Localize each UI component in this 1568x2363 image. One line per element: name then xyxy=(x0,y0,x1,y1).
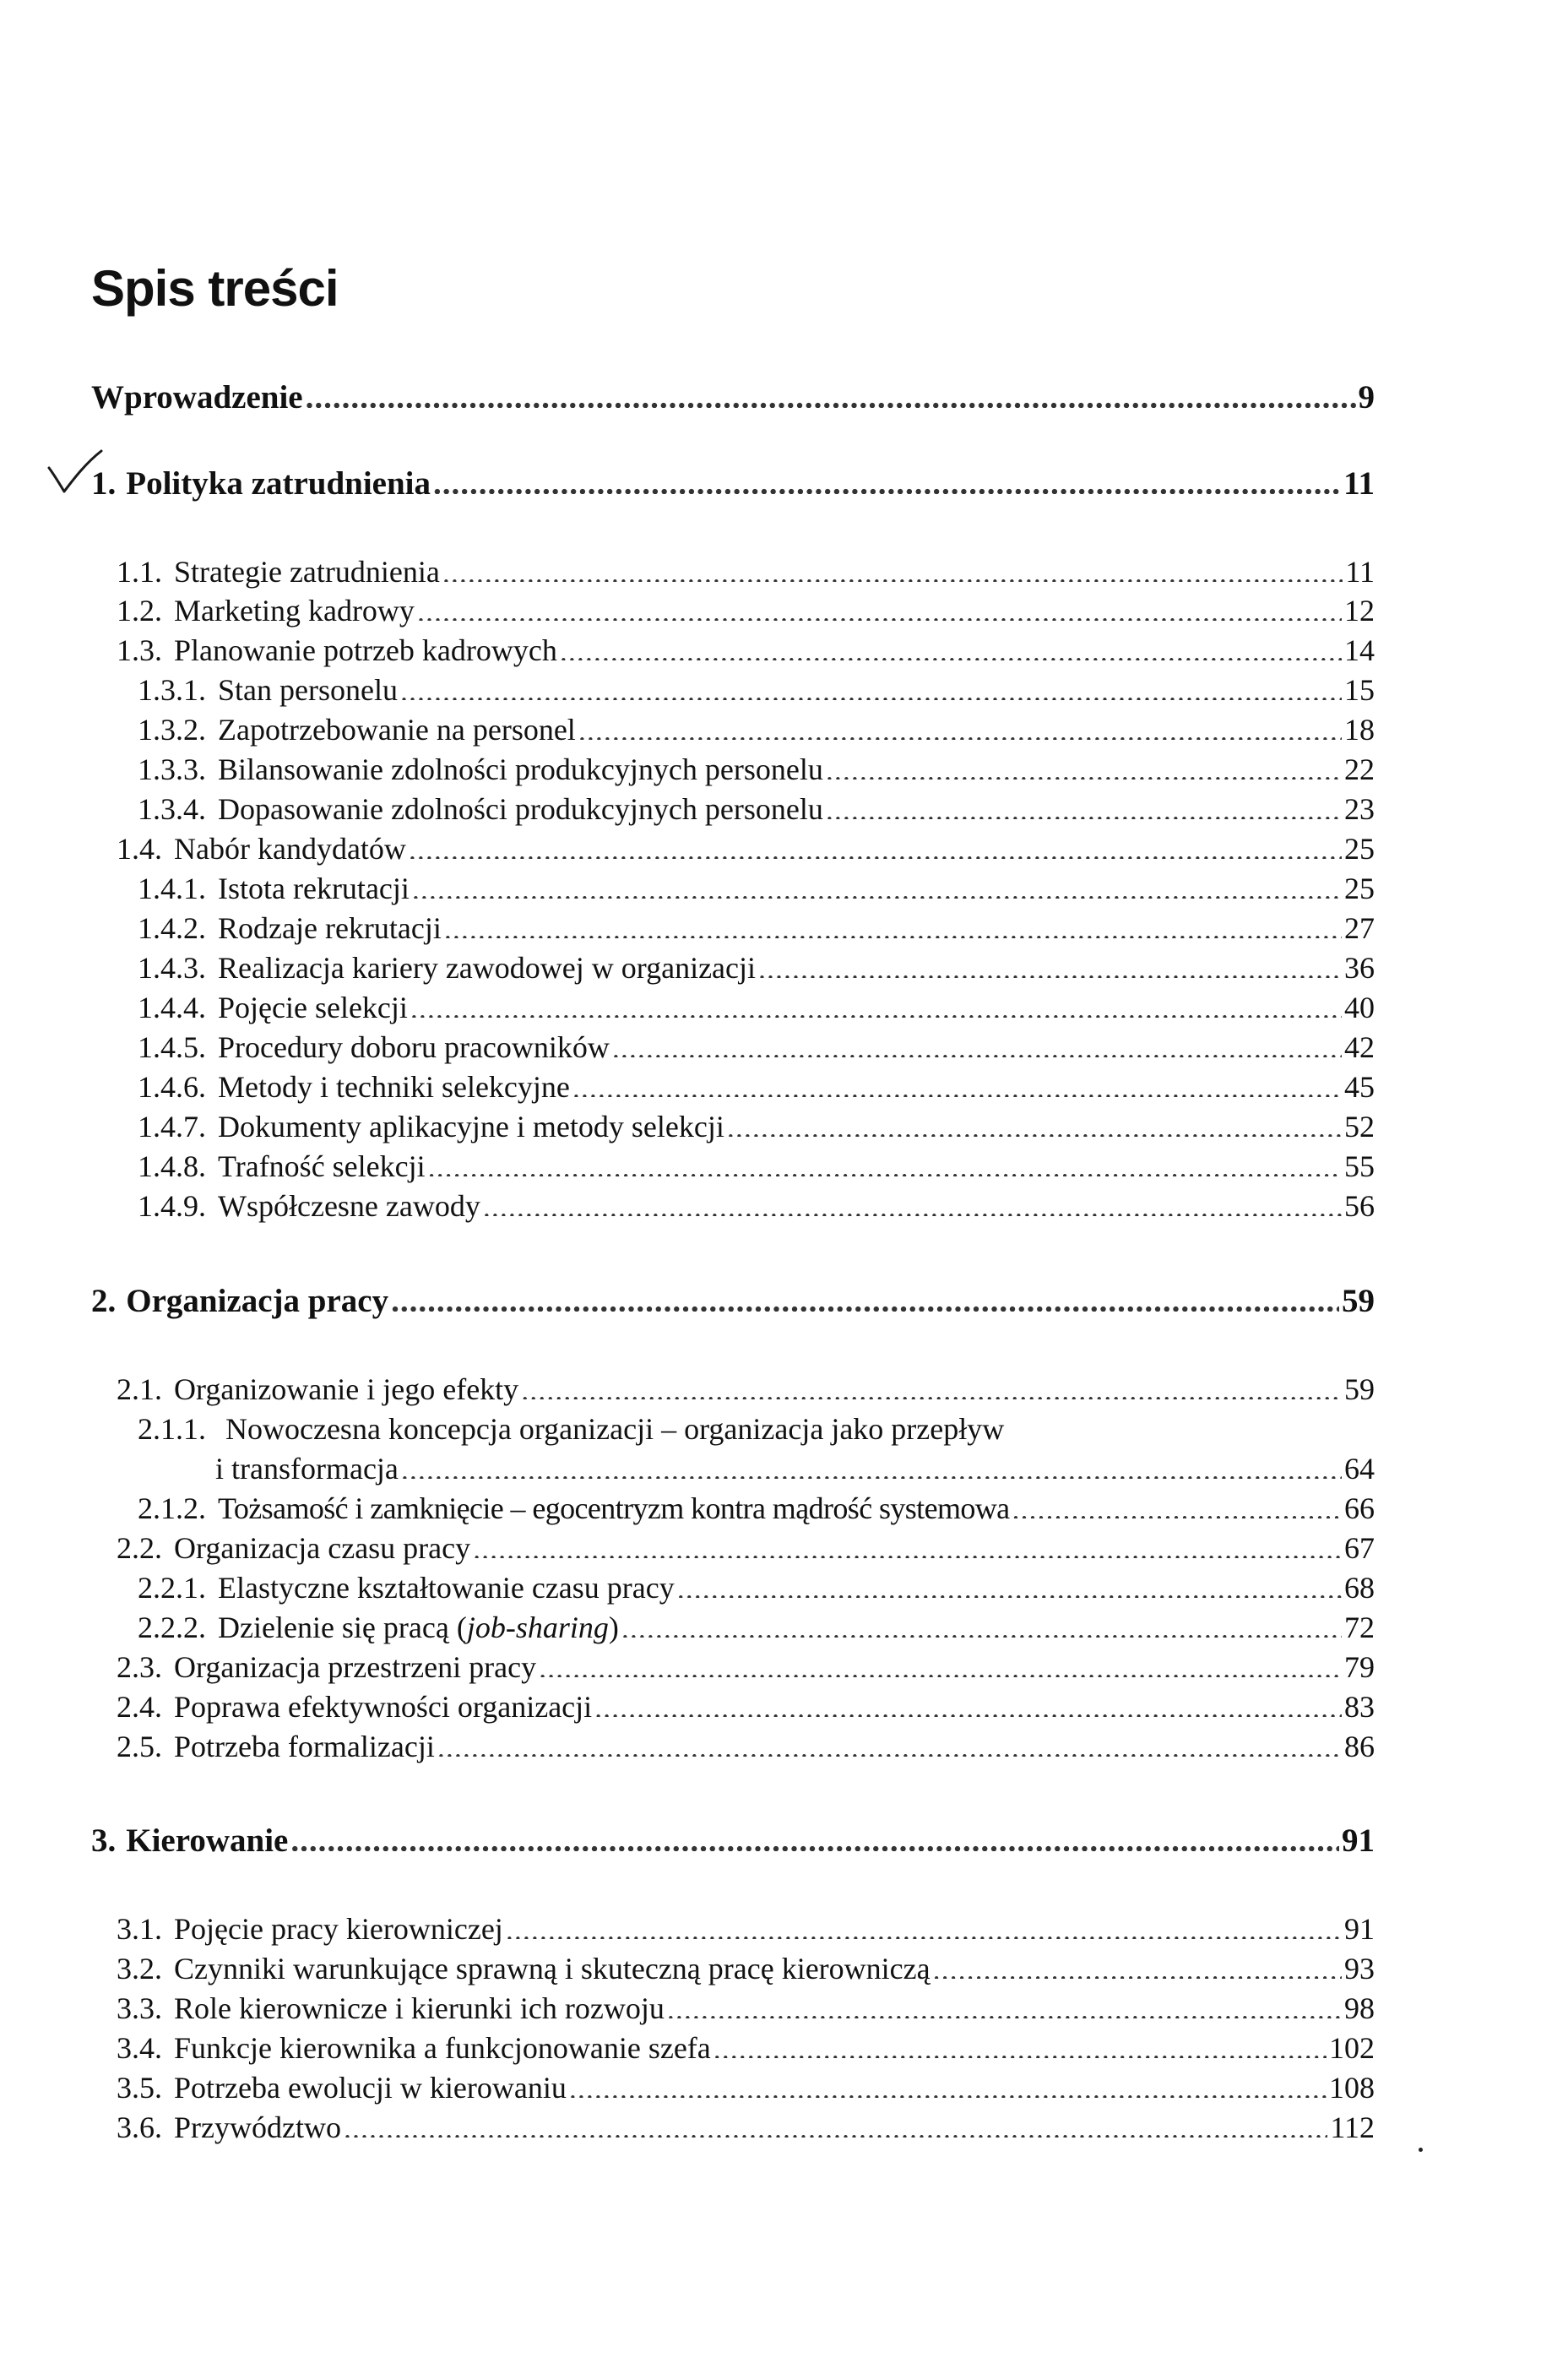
dot-leader xyxy=(401,1452,1342,1479)
toc-title-continuation: i transformacja xyxy=(215,1452,399,1486)
toc-number: 1.3.3. xyxy=(138,752,206,786)
dot-leader xyxy=(391,1282,1339,1312)
toc-number: 1.4.9. xyxy=(138,1189,206,1223)
scan-speck xyxy=(1419,2148,1423,2152)
toc-title: Istota rekrutacji xyxy=(218,872,410,905)
toc-page-number: 36 xyxy=(1344,951,1375,985)
toc-title: Wprowadzenie xyxy=(91,379,303,416)
dot-leader xyxy=(428,1149,1342,1176)
toc-chapter-1[interactable] xyxy=(91,464,1375,505)
toc-entry-1-4-3[interactable] xyxy=(138,950,1375,987)
toc-page-number: 67 xyxy=(1344,1531,1375,1565)
dot-leader xyxy=(667,1991,1342,2018)
toc-number: 1.1. xyxy=(117,555,162,589)
toc-title: Organizacja pracy xyxy=(126,1283,389,1319)
toc-entry-1-4-5[interactable] xyxy=(138,1029,1375,1067)
toc-title: Marketing kadrowy xyxy=(174,594,415,627)
toc-title: Dokumenty aplikacyjne i metody selekcji xyxy=(218,1110,724,1143)
toc-title: Elastyczne kształtowanie czasu pracy xyxy=(218,1571,675,1605)
toc-page-number: 14 xyxy=(1344,633,1375,667)
toc-entry-2-1[interactable] xyxy=(117,1372,1375,1409)
toc-title: Pojęcie selekcji xyxy=(218,991,408,1024)
toc-number: 1.4.3. xyxy=(138,951,206,985)
toc-entry-3-4[interactable] xyxy=(117,2030,1375,2067)
toc-title: Strategie zatrudnienia xyxy=(174,555,440,589)
toc-title: Bilansowanie zdolności produkcyjnych personelu xyxy=(218,752,823,786)
toc-title: Tożsamość i zamknięcie – egocentryzm kontra mądrość systemowa xyxy=(218,1491,1010,1525)
toc-number: 2.2.2. xyxy=(138,1611,206,1644)
toc-number: 2.1.1. xyxy=(138,1412,206,1446)
dot-leader xyxy=(578,713,1342,740)
toc-title: Pojęcie pracy kierowniczej xyxy=(174,1912,503,1946)
toc-entry-3-5[interactable] xyxy=(117,2070,1375,2107)
toc-number: 1.4.4. xyxy=(138,991,206,1024)
toc-title: Poprawa efektywności organizacji xyxy=(174,1690,593,1724)
toc-entry-3-3[interactable] xyxy=(117,1991,1375,2028)
toc-number: 1.3.1. xyxy=(138,673,206,707)
toc-entry-1-4-7[interactable] xyxy=(138,1109,1375,1146)
dot-leader xyxy=(290,1822,1339,1851)
toc-entry-2-2-1[interactable] xyxy=(138,1570,1375,1607)
toc-page-number: 91 xyxy=(1344,1912,1375,1946)
toc-number: 3.4. xyxy=(117,2031,162,2065)
toc-page-number: 42 xyxy=(1344,1030,1375,1064)
toc-entry-2-2-2[interactable] xyxy=(138,1610,1375,1647)
dot-leader xyxy=(409,832,1342,859)
toc-entry-1-4-8[interactable] xyxy=(138,1149,1375,1186)
dot-leader xyxy=(433,464,1341,494)
toc-page-number: 64 xyxy=(1344,1452,1375,1486)
toc-title: Organizacja czasu pracy xyxy=(174,1531,471,1565)
toc-number: 2.1. xyxy=(117,1372,162,1406)
toc-page-number: 98 xyxy=(1344,1991,1375,2025)
toc-entry-2-1-1[interactable] xyxy=(138,1411,1004,1447)
toc-page-number: 108 xyxy=(1329,2071,1375,2105)
toc-title: Rodzaje rekrutacji xyxy=(218,911,442,945)
toc-title: Planowanie potrzeb kadrowych xyxy=(174,633,557,667)
toc-title: Dopasowanie zdolności produkcyjnych personelu xyxy=(218,792,823,826)
toc-number: 2.2.1. xyxy=(138,1571,206,1605)
toc-page-number: 25 xyxy=(1344,832,1375,866)
dot-leader xyxy=(569,2071,1327,2098)
toc-number: 1.3.2. xyxy=(138,713,206,747)
toc-title: Czynniki warunkujące sprawną i skuteczną pracę kierowniczą xyxy=(174,1952,930,1985)
toc-page-number: 72 xyxy=(1344,1611,1375,1644)
toc-title: Funkcje kierownika a funkcjonowanie szefa xyxy=(174,2031,711,2065)
toc-entry-1-2[interactable] xyxy=(117,593,1375,630)
toc-page-number: 59 xyxy=(1344,1372,1375,1406)
dot-leader xyxy=(594,1690,1342,1717)
toc-entry-1-4-9[interactable] xyxy=(138,1188,1375,1225)
dot-leader xyxy=(560,633,1342,660)
dot-leader xyxy=(539,1650,1342,1677)
toc-entry-2-2[interactable] xyxy=(117,1530,1375,1567)
toc-title: Współczesne zawody xyxy=(218,1189,480,1223)
toc-entry-3-2[interactable] xyxy=(117,1951,1375,1988)
toc-page-number: 45 xyxy=(1344,1070,1375,1104)
toc-page-number: 25 xyxy=(1344,872,1375,905)
toc-entry-3-6[interactable] xyxy=(117,2110,1375,2147)
toc-title: Realizacja kariery zawodowej w organizacji xyxy=(218,951,757,985)
toc-entry-3-1[interactable] xyxy=(117,1911,1375,1948)
toc-number: 1.4.6. xyxy=(138,1070,206,1104)
toc-entry-1-4[interactable] xyxy=(117,831,1375,868)
toc-number: 1.4.2. xyxy=(138,911,206,945)
dot-leader xyxy=(521,1372,1342,1399)
toc-number: 1.3.4. xyxy=(138,792,206,826)
toc-entry-1-4-4[interactable] xyxy=(138,990,1375,1027)
toc-entry-1-1[interactable] xyxy=(117,554,1375,591)
toc-entry-2-4[interactable] xyxy=(117,1689,1375,1726)
toc-number: 3.6. xyxy=(117,2110,162,2144)
toc-number: 3.5. xyxy=(117,2071,162,2105)
toc-title: Stan personelu xyxy=(218,673,398,707)
toc-number: 2.2. xyxy=(117,1531,162,1565)
toc-number: 1.4.5. xyxy=(138,1030,206,1064)
dot-leader xyxy=(933,1952,1342,1979)
toc-entry-1-4-1[interactable] xyxy=(138,871,1375,908)
dot-leader xyxy=(713,2031,1327,2058)
toc-chapter-introduction[interactable] xyxy=(91,378,1375,419)
toc-title-italic: job-sharing xyxy=(466,1611,609,1644)
toc-number: 1.4.8. xyxy=(138,1149,206,1183)
dot-leader xyxy=(572,1070,1342,1097)
toc-page-number: 18 xyxy=(1344,713,1375,747)
toc-page-number: 102 xyxy=(1329,2031,1375,2065)
toc-chapter-2[interactable] xyxy=(91,1282,1375,1323)
dot-leader xyxy=(473,1531,1342,1558)
toc-page-number: 79 xyxy=(1344,1650,1375,1684)
dot-leader xyxy=(410,991,1342,1018)
toc-page-number: 83 xyxy=(1344,1690,1375,1724)
toc-number: 2.4. xyxy=(117,1690,162,1724)
toc-number: 2.3. xyxy=(117,1650,162,1684)
dot-leader xyxy=(612,1030,1342,1057)
toc-page-number: 11 xyxy=(1343,465,1375,502)
toc-number: 3.3. xyxy=(117,1991,162,2025)
toc-page-number: 12 xyxy=(1344,594,1375,627)
dot-leader xyxy=(621,1611,1342,1638)
dot-leader xyxy=(483,1189,1342,1216)
toc-number: 1.4. xyxy=(117,832,162,866)
toc-title: Metody i techniki selekcyjne xyxy=(218,1070,570,1104)
toc-title: Nowoczesna koncepcja organizacji – organizacja jako przepływ xyxy=(225,1412,1005,1446)
toc-page-number: 27 xyxy=(1344,911,1375,945)
toc-entry-1-3-1[interactable] xyxy=(138,672,1375,709)
dot-leader xyxy=(506,1912,1342,1939)
toc-page-number: 55 xyxy=(1344,1149,1375,1183)
toc-title: Potrzeba formalizacji xyxy=(174,1730,435,1763)
dot-leader xyxy=(417,594,1342,621)
toc-title: Kierowanie xyxy=(126,1822,289,1859)
dot-leader xyxy=(727,1110,1342,1137)
dot-leader xyxy=(412,872,1342,899)
toc-title: Potrzeba ewolucji w kierowaniu xyxy=(174,2071,567,2105)
toc-page-number: 52 xyxy=(1344,1110,1375,1143)
toc-title: Przywództwo xyxy=(174,2110,341,2144)
toc-page-number: 23 xyxy=(1344,792,1375,826)
toc-title xyxy=(218,1610,619,1645)
toc-page-number: 66 xyxy=(1344,1491,1375,1525)
toc-title-closing: ) xyxy=(608,1611,619,1644)
dot-leader xyxy=(344,2110,1327,2138)
toc-entry-2-5[interactable] xyxy=(117,1729,1375,1766)
toc-number: 1.4.7. xyxy=(138,1110,206,1143)
toc-number: 3.2. xyxy=(117,1952,162,1985)
toc-entry-1-3-3[interactable] xyxy=(138,752,1375,789)
toc-title: Nabór kandydatów xyxy=(174,832,406,866)
dot-leader xyxy=(758,951,1342,978)
toc-page-number: 56 xyxy=(1344,1189,1375,1223)
toc-number: 1.3. xyxy=(117,633,162,667)
toc-entry-1-4-6[interactable] xyxy=(138,1069,1375,1106)
toc-title: Polityka zatrudnienia xyxy=(126,465,431,502)
toc-page-number: 40 xyxy=(1344,991,1375,1024)
toc-page-number: 11 xyxy=(1345,555,1375,589)
toc-page-number: 93 xyxy=(1344,1952,1375,1985)
toc-number: 1.2. xyxy=(117,594,162,627)
toc-entry-1-3-4[interactable] xyxy=(138,791,1375,828)
toc-page-number: 112 xyxy=(1330,2110,1375,2144)
toc-title: Organizacja przestrzeni pracy xyxy=(174,1650,537,1684)
toc-chapter-3[interactable] xyxy=(91,1822,1375,1862)
toc-title: Role kierownicze i kierunki ich rozwoju xyxy=(174,1991,665,2025)
toc-page-number: 59 xyxy=(1342,1283,1375,1319)
toc-page-number: 9 xyxy=(1358,379,1375,416)
toc-entry-2-3[interactable] xyxy=(117,1649,1375,1687)
toc-number: 2.5. xyxy=(117,1730,162,1763)
dot-leader xyxy=(826,792,1342,819)
dot-leader xyxy=(437,1730,1342,1757)
dot-leader xyxy=(444,911,1342,938)
toc-page-number: 22 xyxy=(1344,752,1375,786)
toc-number: 3.1. xyxy=(117,1912,162,1946)
dot-leader xyxy=(306,378,1356,408)
dot-leader xyxy=(400,673,1342,700)
toc-number: 1.4.1. xyxy=(138,872,206,905)
toc-number: 2.1.2. xyxy=(138,1491,206,1525)
toc-page-number: 15 xyxy=(1344,673,1375,707)
dot-leader xyxy=(1012,1491,1342,1518)
toc-title: Trafność selekcji xyxy=(218,1149,426,1183)
toc-entry-2-1-1-continuation[interactable] xyxy=(138,1451,1375,1488)
page-title: Spis treści xyxy=(91,260,339,317)
toc-entry-1-4-2[interactable] xyxy=(138,910,1375,948)
toc-page-number: 86 xyxy=(1344,1730,1375,1763)
dot-leader xyxy=(826,752,1342,780)
toc-number: 2. xyxy=(91,1283,117,1319)
toc-entry-2-1-2[interactable] xyxy=(138,1491,1375,1528)
toc-page-number: 68 xyxy=(1344,1571,1375,1605)
dot-leader xyxy=(442,555,1343,582)
dot-leader xyxy=(677,1571,1342,1598)
toc-entry-1-3-2[interactable] xyxy=(138,712,1375,749)
toc-title: Zapotrzebowanie na personel xyxy=(218,713,576,747)
toc-entry-1-3[interactable] xyxy=(117,633,1375,670)
toc-number: 3. xyxy=(91,1822,117,1859)
toc-page-number: 91 xyxy=(1342,1822,1375,1859)
toc-title: Organizowanie i jego efekty xyxy=(174,1372,519,1406)
toc-number: 1. xyxy=(91,465,117,502)
toc-title-text: Dzielenie się pracą ( xyxy=(218,1611,467,1644)
toc-title: Procedury doboru pracowników xyxy=(218,1030,610,1064)
